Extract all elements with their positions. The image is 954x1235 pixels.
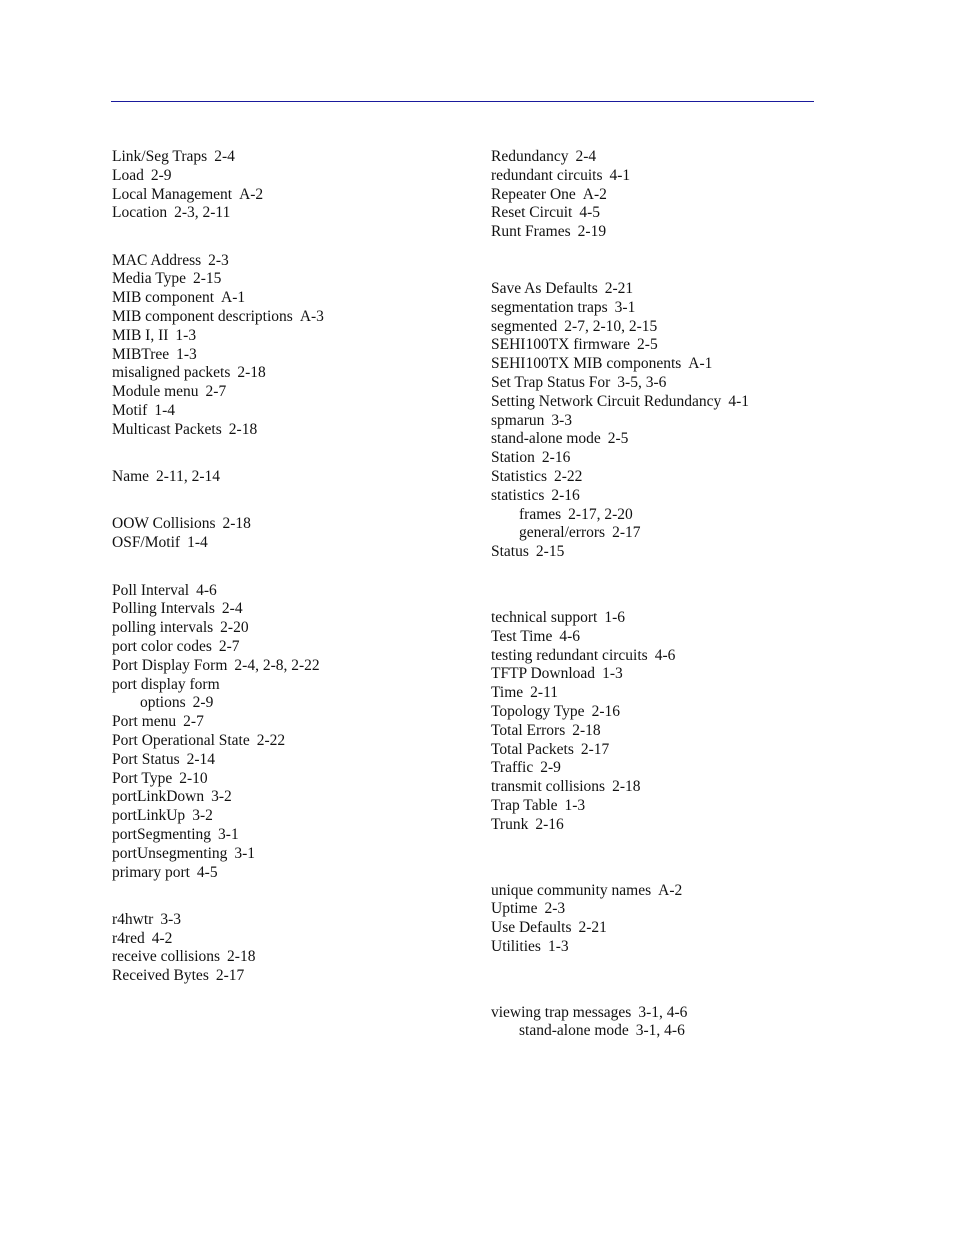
index-term: port display form bbox=[112, 675, 220, 693]
index-term: Utilities bbox=[491, 937, 541, 955]
index-entry bbox=[491, 430, 831, 449]
index-page-refs: 2-17, 2-20 bbox=[568, 505, 633, 523]
index-page-refs: 2-15 bbox=[192, 270, 222, 288]
index-page-refs: 2-5 bbox=[637, 336, 658, 354]
index-term: Station bbox=[491, 449, 535, 467]
index-entry bbox=[491, 393, 831, 412]
index-page-refs: 4-6 bbox=[559, 627, 581, 645]
index-page-refs: 3-2 bbox=[211, 788, 232, 806]
index-page-refs: 2-18 bbox=[237, 364, 266, 382]
index-page-refs: 1-3 bbox=[547, 937, 569, 955]
index-entry bbox=[491, 759, 831, 778]
index-group bbox=[112, 515, 452, 553]
index-term: Statistics bbox=[491, 467, 547, 485]
index-page-refs: A-2 bbox=[239, 185, 264, 203]
index-group bbox=[112, 911, 452, 986]
index-term: r4hwtr bbox=[112, 910, 154, 928]
index-page-refs: 2-7 bbox=[205, 383, 227, 401]
index-term: MAC Address bbox=[112, 251, 202, 269]
index-page-refs: 2-4, 2-8, 2-22 bbox=[234, 656, 320, 674]
index-term: portUnsegmenting bbox=[112, 844, 228, 862]
index-term: frames bbox=[519, 505, 562, 523]
index-page-refs: 4-6 bbox=[654, 646, 676, 664]
index-term: Test Time bbox=[491, 627, 553, 645]
index-term: Time bbox=[491, 684, 524, 702]
index-page-refs: 4-5 bbox=[196, 863, 218, 881]
index-entry bbox=[112, 807, 452, 826]
index-page-refs: 1-3 bbox=[175, 326, 197, 344]
index-term: Name bbox=[112, 468, 150, 486]
index-term: Status bbox=[491, 543, 529, 561]
index-entry bbox=[112, 534, 452, 553]
index-entry bbox=[491, 722, 831, 741]
index-entry bbox=[112, 383, 452, 402]
index-group bbox=[112, 252, 452, 440]
index-page-refs: 2-7 bbox=[183, 713, 204, 731]
index-page-refs: 2-22 bbox=[553, 467, 583, 485]
index-entry bbox=[491, 186, 831, 205]
index-page-refs: 2-21 bbox=[578, 919, 607, 937]
index-entry bbox=[491, 778, 831, 797]
index-subentry bbox=[491, 1022, 831, 1041]
index-entry bbox=[491, 703, 831, 722]
index-page-refs: 2-21 bbox=[604, 279, 634, 297]
index-term: OSF/Motif bbox=[112, 534, 181, 552]
index-entry bbox=[112, 148, 452, 167]
index-entry bbox=[491, 1004, 831, 1023]
index-column-left bbox=[112, 148, 452, 986]
index-entry bbox=[491, 919, 831, 938]
index-term: Local Management bbox=[112, 185, 233, 203]
index-term: Reset Circuit bbox=[491, 204, 573, 222]
index-entry bbox=[491, 684, 831, 703]
index-entry bbox=[491, 204, 831, 223]
index-entry bbox=[491, 280, 831, 299]
index-entry bbox=[112, 619, 452, 638]
index-page-refs: 2-17 bbox=[215, 967, 245, 985]
index-page-refs: 2-18 bbox=[572, 721, 601, 739]
index-term: portSegmenting bbox=[112, 825, 212, 843]
index-entry bbox=[112, 204, 452, 223]
index-term: Motif bbox=[112, 402, 148, 420]
index-term: Port Display Form bbox=[112, 656, 228, 674]
index-term: Load bbox=[112, 166, 144, 184]
index-subentry bbox=[112, 694, 452, 713]
index-entry bbox=[491, 468, 831, 487]
index-page-refs: 3-1, 4-6 bbox=[635, 1022, 685, 1040]
index-term: Runt Frames bbox=[491, 223, 571, 241]
index-page-refs: 2-5 bbox=[607, 430, 629, 448]
index-page-refs: 3-3 bbox=[160, 910, 181, 928]
index-term: Traffic bbox=[491, 759, 534, 777]
index-subentry bbox=[491, 506, 831, 525]
index-page-refs: 2-4 bbox=[221, 600, 243, 618]
index-term: Topology Type bbox=[491, 702, 585, 720]
index-entry bbox=[112, 967, 452, 986]
index-entry bbox=[112, 600, 452, 619]
index-page-refs: A-3 bbox=[299, 308, 324, 326]
index-entry bbox=[491, 900, 831, 919]
index-entry bbox=[112, 402, 452, 421]
index-page-refs: 2-15 bbox=[535, 543, 565, 561]
index-page-refs: 2-16 bbox=[551, 486, 580, 504]
index-page-refs: 3-1 bbox=[614, 298, 636, 316]
index-entry bbox=[112, 582, 452, 601]
index-entry bbox=[112, 252, 452, 271]
index-term: Multicast Packets bbox=[112, 420, 222, 438]
index-page-refs: 2-3 bbox=[544, 900, 566, 918]
index-entry bbox=[491, 816, 831, 835]
index-entry bbox=[112, 864, 452, 883]
index-page-refs: 4-2 bbox=[151, 929, 173, 947]
index-group bbox=[491, 609, 831, 835]
index-term: Port Status bbox=[112, 750, 180, 768]
index-term: portLinkUp bbox=[112, 807, 186, 825]
index-term: segmentation traps bbox=[491, 298, 608, 316]
index-term: SEHI100TX MIB components bbox=[491, 355, 682, 373]
index-entry bbox=[112, 421, 452, 440]
index-page-refs: A-1 bbox=[221, 289, 246, 307]
index-term: Redundancy bbox=[491, 148, 569, 165]
index-page-refs: A-2 bbox=[582, 185, 607, 203]
index-entry bbox=[112, 930, 452, 949]
index-page-refs: 2-18 bbox=[222, 515, 251, 533]
index-page-refs: 2-9 bbox=[150, 166, 172, 184]
index-group bbox=[491, 148, 831, 242]
index-term: port color codes bbox=[112, 637, 212, 655]
index-term: Module menu bbox=[112, 383, 199, 401]
index-page-refs: 2-7, 2-10, 2-15 bbox=[564, 317, 658, 335]
index-entry bbox=[491, 412, 831, 431]
index-page-refs: 1-4 bbox=[187, 534, 208, 552]
index-term: Total Errors bbox=[491, 721, 566, 739]
index-entry bbox=[491, 647, 831, 666]
index-term: Use Defaults bbox=[491, 919, 572, 937]
index-entry bbox=[491, 665, 831, 684]
index-term: Total Packets bbox=[491, 740, 574, 758]
index-term: SEHI100TX firmware bbox=[491, 336, 631, 354]
index-term: OOW Collisions bbox=[112, 515, 216, 533]
index-entry bbox=[112, 788, 452, 807]
index-entry bbox=[491, 299, 831, 318]
index-term: testing redundant circuits bbox=[491, 646, 648, 664]
index-column-right bbox=[491, 148, 831, 1041]
index-page-refs: 2-14 bbox=[186, 750, 216, 768]
index-term: Repeater One bbox=[491, 185, 576, 203]
index-page-refs: 2-17 bbox=[580, 740, 610, 758]
index-term: receive collisions bbox=[112, 948, 221, 966]
index-page-refs: 4-1 bbox=[728, 392, 749, 410]
index-term: Polling Intervals bbox=[112, 600, 215, 618]
index-page-refs: 1-6 bbox=[604, 608, 625, 626]
index-page-refs: 3-1 bbox=[218, 825, 239, 843]
index-page-refs: 2-3, 2-11 bbox=[174, 204, 231, 222]
index-term: viewing trap messages bbox=[491, 1003, 632, 1021]
index-entry bbox=[112, 289, 452, 308]
index-term: Poll Interval bbox=[112, 581, 190, 599]
index-term: transmit collisions bbox=[491, 778, 606, 796]
index-page-refs: 2-18 bbox=[612, 778, 641, 796]
index-entry bbox=[491, 938, 831, 957]
index-entry bbox=[491, 355, 831, 374]
index-page-refs: 2-11 bbox=[530, 684, 559, 702]
index-term: spmarun bbox=[491, 411, 545, 429]
index-term: Media Type bbox=[112, 270, 186, 288]
index-term: stand-alone mode bbox=[491, 430, 601, 448]
index-entry bbox=[112, 468, 452, 487]
index-entry bbox=[112, 770, 452, 789]
index-entry bbox=[491, 318, 831, 337]
index-term: options bbox=[140, 694, 186, 712]
index-term: Uptime bbox=[491, 900, 538, 918]
index-page-refs: 4-6 bbox=[196, 581, 217, 599]
index-entry bbox=[491, 148, 831, 167]
index-page-refs: 3-1 bbox=[234, 844, 256, 862]
index-term: technical support bbox=[491, 608, 598, 626]
index-term: Port Operational State bbox=[112, 731, 250, 749]
index-term: MIB component descriptions bbox=[112, 308, 293, 326]
index-page-refs: 2-11, 2-14 bbox=[156, 468, 221, 486]
index-page-refs: A-1 bbox=[688, 355, 713, 373]
index-term: MIB component bbox=[112, 289, 215, 307]
index-group bbox=[491, 1004, 831, 1042]
index-entry bbox=[491, 374, 831, 393]
index-entry bbox=[112, 327, 452, 346]
index-page-refs: 2-18 bbox=[228, 420, 258, 438]
index-term: general/errors bbox=[519, 524, 606, 542]
index-term: Trap Table bbox=[491, 796, 558, 814]
index-page-refs: 2-16 bbox=[541, 449, 571, 467]
index-entry bbox=[491, 336, 831, 355]
index-entry bbox=[112, 364, 452, 383]
index-page-refs: 3-2 bbox=[192, 807, 213, 825]
index-page-refs: 2-17 bbox=[612, 524, 641, 542]
index-entry bbox=[112, 845, 452, 864]
index-page-refs: 1-4 bbox=[154, 402, 175, 420]
index-entry bbox=[112, 826, 452, 845]
index-term: Location bbox=[112, 204, 168, 222]
index-entry bbox=[112, 167, 452, 186]
index-entry bbox=[491, 223, 831, 242]
index-entry bbox=[112, 676, 452, 695]
index-page-refs: 1-3 bbox=[564, 796, 586, 814]
index-term: redundant circuits bbox=[491, 166, 603, 184]
index-term: statistics bbox=[491, 486, 545, 504]
index-page-refs: 2-22 bbox=[256, 731, 286, 749]
index-entry bbox=[112, 911, 452, 930]
index-page-refs: 3-5, 3-6 bbox=[617, 373, 667, 391]
index-page-refs: 3-3 bbox=[551, 411, 573, 429]
index-page-refs: 2-18 bbox=[227, 948, 256, 966]
index-page-refs: 4-5 bbox=[579, 204, 601, 222]
index-subentry bbox=[491, 524, 831, 543]
index-entry bbox=[112, 732, 452, 751]
index-entry bbox=[491, 882, 831, 901]
index-page-refs: 2-3 bbox=[208, 251, 229, 269]
index-entry bbox=[491, 628, 831, 647]
index-group bbox=[491, 280, 831, 562]
index-entry bbox=[112, 948, 452, 967]
index-entry bbox=[491, 449, 831, 468]
index-group bbox=[112, 148, 452, 223]
index-page-refs: 2-16 bbox=[591, 702, 620, 720]
index-page-refs: 2-4 bbox=[214, 148, 235, 165]
index-page-refs: 2-4 bbox=[575, 148, 597, 165]
index-entry bbox=[112, 638, 452, 657]
index-page-refs: 1-3 bbox=[176, 345, 197, 363]
index-term: Trunk bbox=[491, 815, 529, 833]
header-rule bbox=[111, 101, 814, 102]
index-entry bbox=[112, 186, 452, 205]
index-term: MIB I, II bbox=[112, 326, 169, 344]
index-term: unique community names bbox=[491, 881, 652, 899]
index-term: Received Bytes bbox=[112, 967, 209, 985]
index-entry bbox=[491, 167, 831, 186]
index-term: MIBTree bbox=[112, 345, 170, 363]
index-page-refs: 2-20 bbox=[220, 619, 249, 637]
index-term: misaligned packets bbox=[112, 364, 231, 382]
index-term: portLinkDown bbox=[112, 788, 205, 806]
index-term: stand-alone mode bbox=[519, 1022, 629, 1040]
index-entry bbox=[112, 270, 452, 289]
index-page-refs: 2-10 bbox=[179, 769, 208, 787]
index-page-refs: 2-16 bbox=[535, 815, 564, 833]
index-term: Save As Defaults bbox=[491, 279, 598, 297]
index-entry bbox=[491, 797, 831, 816]
index-entry bbox=[112, 713, 452, 732]
index-entry bbox=[491, 543, 831, 562]
index-group bbox=[112, 582, 452, 883]
index-page-refs: 2-9 bbox=[192, 694, 214, 712]
index-entry bbox=[491, 609, 831, 628]
index-term: r4red bbox=[112, 929, 145, 947]
index-page-refs: 4-1 bbox=[609, 166, 631, 184]
index-page-refs: 2-19 bbox=[577, 223, 607, 241]
index-group bbox=[112, 468, 452, 487]
index-entry bbox=[491, 741, 831, 760]
index-entry bbox=[112, 308, 452, 327]
index-entry bbox=[491, 487, 831, 506]
index-group bbox=[491, 882, 831, 957]
index-term: segmented bbox=[491, 317, 558, 335]
index-term: Port menu bbox=[112, 713, 177, 731]
index-entry bbox=[112, 657, 452, 676]
index-page-refs: 2-9 bbox=[540, 759, 561, 777]
index-term: Link/Seg Traps bbox=[112, 148, 208, 165]
index-page-refs: 1-3 bbox=[602, 665, 623, 683]
index-entry bbox=[112, 515, 452, 534]
index-page-refs: 3-1, 4-6 bbox=[638, 1003, 688, 1021]
index-entry bbox=[112, 751, 452, 770]
index-term: Setting Network Circuit Redundancy bbox=[491, 392, 722, 410]
index-term: Port Type bbox=[112, 769, 173, 787]
index-page-refs: A-2 bbox=[658, 881, 683, 899]
index-entry bbox=[112, 346, 452, 365]
index-page-refs: 2-7 bbox=[218, 637, 240, 655]
index-term: TFTP Download bbox=[491, 665, 596, 683]
index-term: Set Trap Status For bbox=[491, 373, 611, 391]
index-term: primary port bbox=[112, 863, 190, 881]
index-term: polling intervals bbox=[112, 619, 214, 637]
